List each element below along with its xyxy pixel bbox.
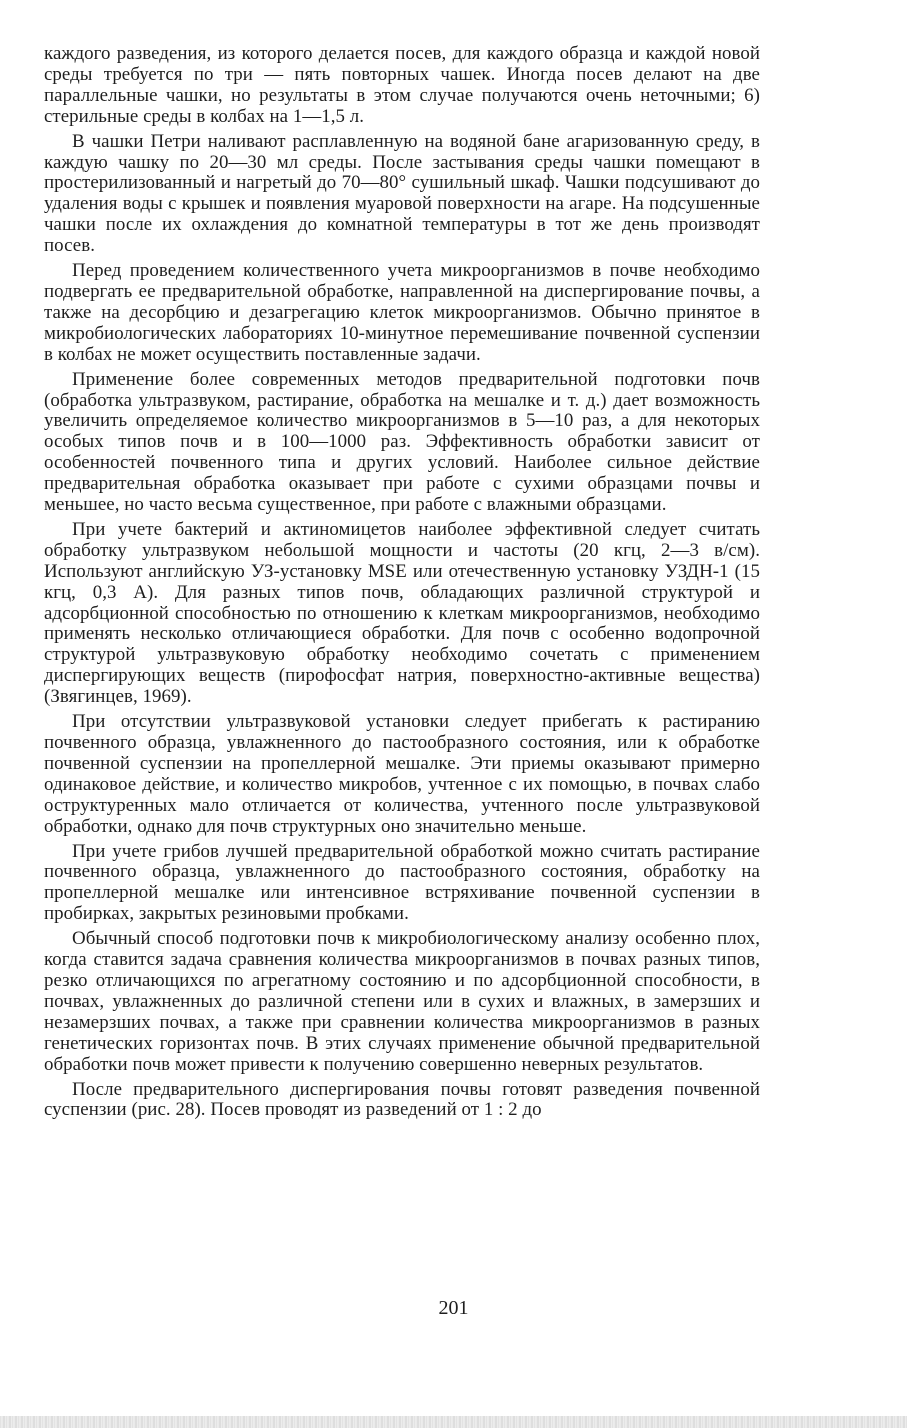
paragraph-2: В чашки Петри наливают расплавленную на водяной бане агаризованную среду, в каждую чашку по 20—30 мл среды. После застывания среды чашки помещают в простерилизованный и нагретый до 70—80° сушильный шкаф. Чашки подсушивают до удаления воды с крышек и появления муаровой поверхности на агаре. На подсушенные чашки после их охлаждения до комнатной температуры в тот же день производят посев. xyxy=(44,130,760,257)
paragraph-1: каждого разведения, из которого делается посев, для каждого образца и каждой новой среды требуется по три — пять повторных чашек. Иногда посев делают на две параллельные чашки, но результаты в этом случае получаются очень неточными; 6) стерильные среды в колбах на 1—1,5 л. xyxy=(44,43,760,127)
paragraph-5: При учете бактерий и актиномицетов наиболее эффективной следует считать обработку ультразвуком небольшой мощности и частоты (20 кгц, 2—3 в/см). Используют английскую УЗ-установку MSE или отечественную установку УЗДН-1 (15 кгц, 0,3 А). Для разных типов почв, обладающих различной структурой и адсорбционной способностью по отношению к клеткам микроорганизмов, необходимо применять несколько отличающиеся обработки. Для почв с особенно водопрочной структурой ультразвуковую обработку необходимо сочетать с применением диспергирующих веществ (пирофосфат натрия, поверхностно-активные вещества) (Звягинцев, 1969). xyxy=(44,518,760,708)
paragraph-9: После предварительного диспергирования почвы готовят разведения почвенной суспензии (рис. 28). Посев проводят из разведений от 1 : 2 до xyxy=(44,1078,760,1121)
scan-edge xyxy=(0,1416,907,1428)
paragraph-8: Обычный способ подготовки почв к микробиологическому анализу особенно плох, когда ставится задача сравнения количества микроорганизмов в почвах разных типов, резко отличающихся по агрегатному состоянию и по адсорбционной способности, в почвах, увлажненных до различной степени или в сухих и влажных, в замерзших и незамерзших почвах, а также при сравнении количества микроорганизмов в разных генетических горизонтах почв. В этих случаях применение обычной предварительной обработки почв может привести к получению совершенно неверных результатов. xyxy=(44,928,760,1075)
page-number: 201 xyxy=(438,1297,469,1319)
paragraph-3: Перед проведением количественного учета микроорганизмов в почве необходимо подвергать ее предварительной обработке, направленной на диспергирование почвы, а также на десорбцию и дезагрегацию клеток микроорганизмов. Обычно принятое в микробиологических лабораториях 10-минутное перемешивание почвенной суспензии в колбах не может осуществить поставленные задачи. xyxy=(44,260,760,365)
paragraph-6: При отсутствии ультразвуковой установки следует прибегать к растиранию почвенного образца, увлажненного до пастообразного состояния, или к обработке почвенной суспензии на пропеллерной мешалке. Эти приемы оказывают примерно одинаковое действие, и количество микробов, учтенное с их помощью, в почвах слабо оструктуренных мало отличается от количества, учтенного после ультразвуковой обработки, однако для почв структурных оно значительно меньше. xyxy=(44,711,760,837)
page-body xyxy=(44,44,760,1125)
paragraph-4: Применение более современных методов предварительной подготовки почв (обработка ультразвуком, растирание, обработка на мешалке и т. д.) дает возможность увеличить определяемое количество микроорганизмов в 5—10 раз, а для некоторых особых типов почв и в 100—1000 раз. Эффективность обработки зависит от особенностей почвенного типа и других условий. Наиболее сильное действие предварительная обработка оказывает при работе с сухими образцами почвы и меньшее, но часто весьма существенное, при работе с влажными образцами. xyxy=(44,368,760,516)
paragraph-7: При учете грибов лучшей предварительной обработкой можно считать растирание почвенного образца, увлажненного до пастообразного состояния, обработку на пропеллерной мешалке или интенсивное встряхивание почвенной суспензии в пробирках, закрытых резиновыми пробками. xyxy=(44,840,760,925)
